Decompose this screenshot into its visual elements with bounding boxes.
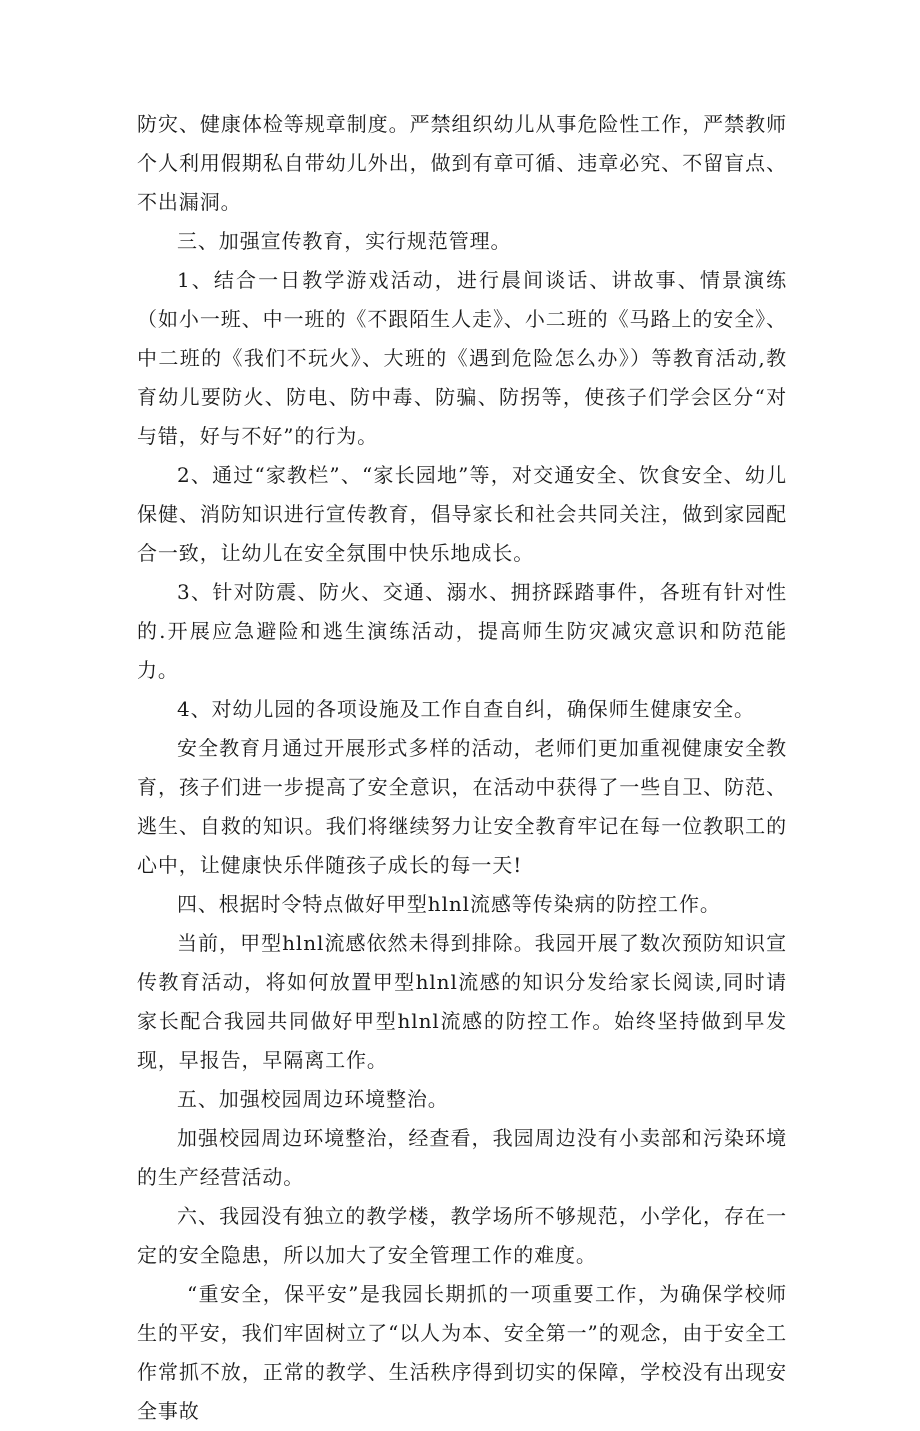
- section-heading-4: 四、根据时令特点做好甲型hlnl流感等传染病的防控工作。: [177, 892, 721, 916]
- paragraph-item-1: 1、结合一日教学游戏活动，进行晨间谈话、讲故事、情景演练（如小一班、中一班的《不跟陌生人走》、小二班的《马路上的安全》、中二班的《我们不玩火》、大班的《遇到危险怎么办》）等教育活动,教育幼儿要防火、防电、防中毒、防骗、防拐等，使孩子们学会区分“对与错，好与不好”的行为。: [137, 268, 787, 448]
- paragraph-conclusion: “重安全，保平安”是我园长期抓的一项重要工作，为确保学校师生的平安，我们牢固树立了“以人为本、安全第一”的观念，由于安全工作常抓不放，正常的教学、生活秩序得到切实的保障，学校没有出现安全事故: [137, 1282, 787, 1423]
- paragraph-item-2: 2、通过“家教栏”、“家长园地”等，对交通安全、饮食安全、幼儿保健、消防知识进行宣传教育，倡导家长和社会共同关注，做到家园配合一致，让幼儿在安全氛围中快乐地成长。: [137, 463, 787, 565]
- paragraph-continuation: 防灾、健康体检等规章制度。严禁组织幼儿从事危险性工作，严禁教师个人利用假期私自带幼儿外出，做到有章可循、违章必究、不留盲点、不出漏洞。: [137, 112, 787, 214]
- paragraph-summary: 安全教育月通过开展形式多样的活动，老师们更加重视健康安全教育，孩子们进一步提高了安全意识，在活动中获得了一些自卫、防范、逃生、自救的知识。我们将继续努力让安全教育牢记在每一位教职工的心中，让健康快乐伴随孩子成长的每一天!: [137, 736, 787, 877]
- document-body: [137, 105, 787, 1431]
- paragraph-environment: 加强校园周边环境整治，经查看，我园周边没有小卖部和污染环境的生产经营活动。: [137, 1126, 787, 1189]
- paragraph-item-3: 3、针对防震、防火、交通、溺水、拥挤踩踏事件，各班有针对性的.开展应急避险和逃生演练活动，提高师生防灾减灾意识和防范能力。: [137, 580, 787, 682]
- section-heading-6: 六、我园没有独立的教学楼，教学场所不够规范，小学化，存在一定的安全隐患，所以加大了安全管理工作的难度。: [137, 1204, 787, 1267]
- paragraph-item-4: 4、对幼儿园的各项设施及工作自查自纠，确保师生健康安全。: [177, 697, 755, 721]
- section-heading-3: 三、加强宣传教育，实行规范管理。: [177, 229, 512, 253]
- paragraph-flu-control: 当前，甲型hlnl流感依然未得到排除。我园开展了数次预防知识宣传教育活动，将如何放置甲型hlnl流感的知识分发给家长阅读,同时请家长配合我园共同做好甲型hlnl流感的防控工作。始终坚持做到早发现，早报告，早隔离工作。: [137, 931, 787, 1072]
- section-heading-5: 五、加强校园周边环境整治。: [177, 1087, 449, 1111]
